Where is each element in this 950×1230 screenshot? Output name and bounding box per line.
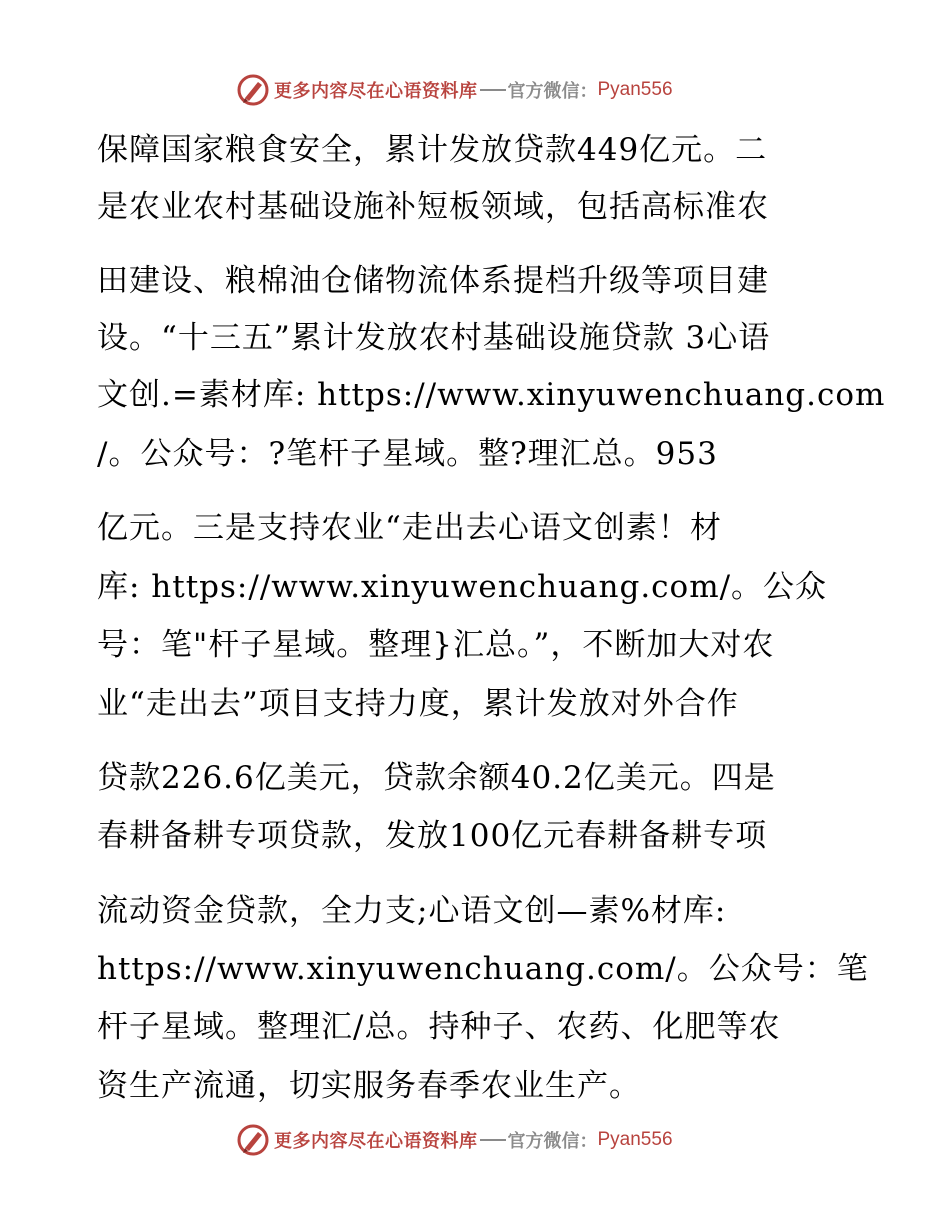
footer-official-label: 官方微信： — [507, 1131, 598, 1152]
header-slogan: 更多内容尽在心语资料库 — [274, 81, 478, 102]
text-line: 春耕备耕专项贷款，发放100亿元春耕备耕专项 — [97, 818, 768, 854]
text-line: https://www.xinyuwenchuang.com/。公众号：笔 — [97, 951, 869, 987]
text-line: 是农业农村基础设施补短板领域，包括高标准农 — [97, 189, 769, 225]
header-wechat-id: Pyan556 — [597, 79, 673, 100]
text-line: 亿元。三是支持农业“走出去心语文创素！材 — [97, 510, 722, 546]
text-line: 号：笔"杆子星域。整理}汇总。”，不断加大对农 — [97, 627, 775, 663]
text-line: 杆子星域。整理汇/总。持种子、农药、化肥等农 — [97, 1009, 781, 1045]
text-line: 田建设、粮棉油仓储物流体系提档升级等项目建 — [97, 263, 769, 299]
text-line: 贷款226.6亿美元，贷款余额40.2亿美元。四是 — [97, 760, 776, 796]
footer-wechat-id: Pyan556 — [597, 1129, 673, 1150]
text-line: 文创.=素材库: https://www.xinyuwenchuang.com — [97, 377, 886, 413]
text-line: 库: https://www.xinyuwenchuang.com/。公众 — [97, 569, 828, 605]
footer-banner — [236, 1122, 673, 1158]
text-line: 资生产流通，切实服务春季农业生产。 — [97, 1068, 641, 1104]
pen-circle-logo-icon — [236, 1123, 270, 1157]
footer-slogan: 更多内容尽在心语资料库 — [274, 1131, 478, 1152]
pen-circle-logo-icon — [236, 73, 270, 107]
text-line: /。公众号：?笔杆子星域。整?理汇总。953 — [97, 436, 718, 472]
footer-dash — [480, 1139, 506, 1141]
text-line: 业“走出去”项目支持力度，累计发放对外合作 — [97, 686, 739, 722]
header-banner — [236, 72, 673, 108]
text-line: 流动资金贷款，全力支;心语文创—素%材库: — [97, 893, 727, 929]
header-dash — [480, 89, 506, 91]
text-line: 设。“十三五”累计发放农村基础设施贷款 3心语 — [97, 320, 771, 356]
text-line: 保障国家粮食安全，累计发放贷款449亿元。二 — [97, 132, 768, 168]
header-official-label: 官方微信： — [507, 81, 598, 102]
